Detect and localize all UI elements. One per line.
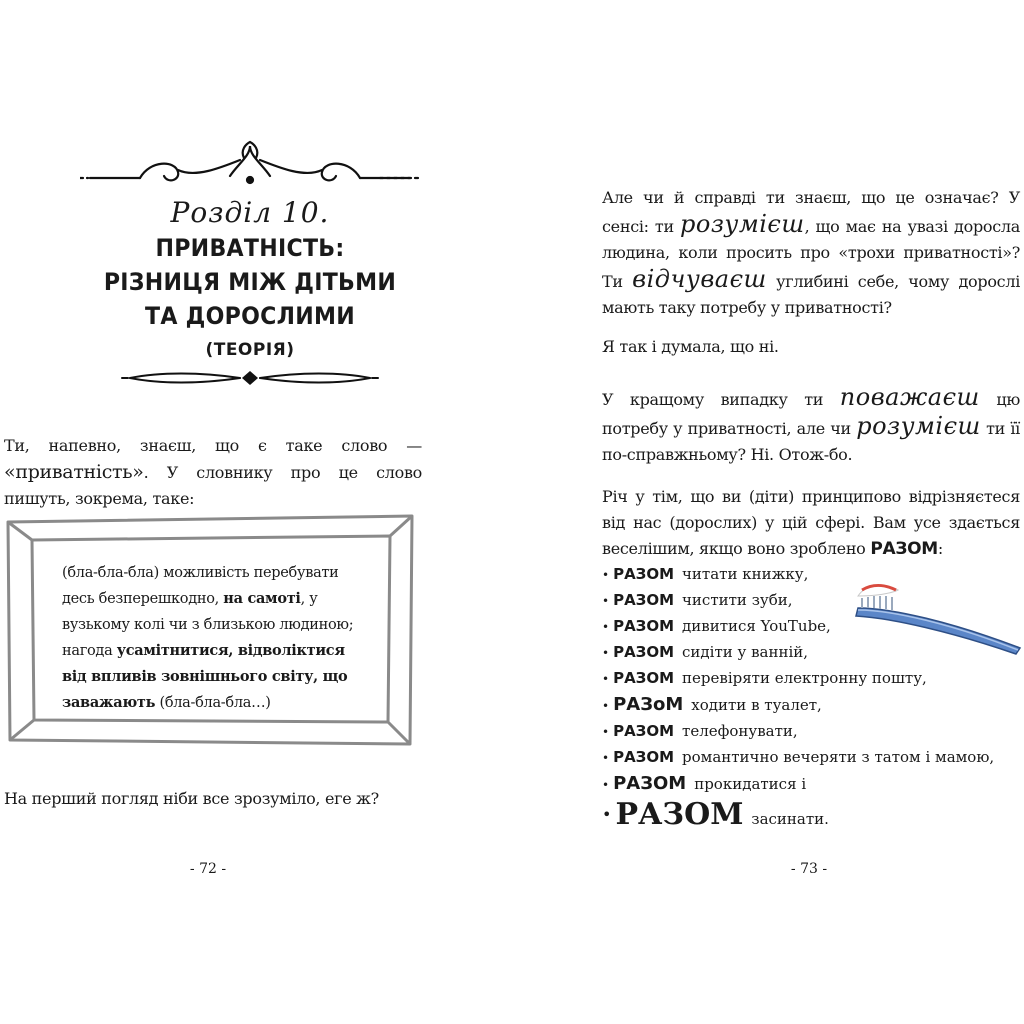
intro-text-2: . У словнику про це слово пишуть, зокрема, таке: bbox=[4, 463, 422, 508]
bullet-icon: • bbox=[602, 568, 610, 582]
p3-text-3: ти її по-справжньому? Ні. Отож-бо. bbox=[602, 419, 1021, 464]
list-item-keyword: РАЗОМ bbox=[613, 748, 675, 766]
paragraph-4 bbox=[602, 484, 1020, 562]
p3-emphasis-2: розумієш bbox=[856, 412, 981, 440]
list-item-text: чистити зуби, bbox=[682, 591, 793, 609]
chapter-title-line-1: ПРИВАТНІСТЬ: bbox=[155, 234, 345, 262]
bullet-icon: • bbox=[602, 672, 610, 686]
definition-text-2: , у вузькому колі чи з близькою людиною; нагода bbox=[62, 591, 354, 659]
page-number-right: - 73 - bbox=[790, 861, 828, 877]
list-item-text: засинати. bbox=[751, 810, 829, 828]
list-item-text: дивитися YouTube, bbox=[682, 617, 831, 635]
list-item-text: романтично вечеряти з татом і мамою, bbox=[682, 748, 995, 766]
list-item bbox=[602, 719, 1022, 745]
intro-text-1: Ти, напевно, знаєш, що є таке слово — bbox=[4, 436, 422, 455]
list-item bbox=[602, 692, 1022, 719]
p3-emphasis-1: поважаєш bbox=[839, 383, 980, 411]
p4-text-1: Річ у тім, що ви (діти) принципово відрізняєтеся від нас (дорослих) у цій сфері. Вам усе здається веселішим, якщо воно зроблено bbox=[602, 487, 1020, 558]
list-item bbox=[602, 666, 1022, 692]
p1-text-2: , що має на увазі доросла людина, коли просить про «трохи приватності»? Ти bbox=[602, 217, 1020, 291]
right-page bbox=[512, 0, 1024, 1024]
list-item bbox=[602, 771, 1022, 798]
list-item-text: прокидатися і bbox=[694, 775, 807, 793]
paragraph-2: Я так і думала, що ні. bbox=[602, 337, 779, 356]
list-item-keyword: РАЗОМ bbox=[613, 669, 675, 687]
chapter-subtitle: (ТЕОРІЯ) bbox=[205, 340, 295, 360]
bullet-icon: • bbox=[602, 805, 612, 824]
definition-bold-2: усамітнитися, відволіктися від впливів зовнішнього світу, що заважають bbox=[62, 642, 348, 711]
list-item-text: перевіряти електронну пошту, bbox=[682, 669, 927, 687]
bullet-icon: • bbox=[602, 646, 610, 660]
top-ornament-flourish bbox=[80, 140, 420, 190]
intro-paragraph bbox=[4, 433, 422, 512]
bottom-ornament-divider bbox=[120, 368, 380, 388]
list-item-keyword: РАЗоМ bbox=[613, 694, 684, 715]
definition-text-1: (бла-бла-бла) можливість перебувати десь безперешкодно, bbox=[62, 565, 339, 607]
bullet-icon: • bbox=[602, 778, 610, 792]
page-number-left: - 72 - bbox=[189, 861, 227, 877]
list-item-keyword: РАЗОМ bbox=[613, 565, 675, 583]
chapter-heading bbox=[60, 195, 440, 365]
bullet-icon: • bbox=[602, 620, 610, 634]
list-item-keyword: РАЗОМ bbox=[613, 722, 675, 740]
toothbrush-illustration bbox=[852, 578, 1024, 656]
p4-text-2: : bbox=[937, 539, 943, 558]
bullet-icon: • bbox=[602, 594, 610, 608]
closing-paragraph: На перший погляд ніби все зрозуміло, еге ж? bbox=[4, 789, 379, 808]
list-item-text: сидіти у ванній, bbox=[682, 643, 809, 661]
list-item-text: телефонувати, bbox=[682, 722, 798, 740]
bullet-icon: • bbox=[602, 751, 610, 765]
list-item-keyword: РАЗОМ bbox=[615, 797, 744, 832]
chapter-number: Розділ 10. bbox=[170, 196, 330, 229]
dictionary-definition bbox=[62, 560, 362, 716]
definition-bold-1: на самоті bbox=[223, 590, 301, 607]
list-item-keyword: РАЗОМ bbox=[613, 591, 675, 609]
bullet-icon: • bbox=[602, 725, 610, 739]
p1-emphasis-2: відчуваєш bbox=[632, 265, 767, 293]
list-item-keyword: РАЗОМ bbox=[613, 643, 675, 661]
p1-emphasis-1: розумієш bbox=[680, 210, 805, 238]
list-item-keyword: РАЗОМ bbox=[613, 773, 687, 794]
list-item-text: читати книжку, bbox=[682, 565, 809, 583]
chapter-title-line-3: ТА ДОРОСЛИМИ bbox=[144, 302, 356, 330]
list-item-keyword: РАЗОМ bbox=[613, 617, 675, 635]
list-item bbox=[602, 798, 1022, 836]
p1-text-3: углибині себе, чому дорослі мають таку потребу у приватності? bbox=[602, 272, 1021, 317]
p1-text-1: Але чи й справді ти знаєш, що це означає? У сенсі: ти bbox=[602, 188, 1020, 236]
chapter-title-line-2: РІЗНИЦЯ МІЖ ДІТЬМИ bbox=[103, 268, 397, 296]
bullet-icon: • bbox=[602, 699, 610, 713]
definition-text-3: (бла-бла-бла…) bbox=[155, 695, 271, 711]
paragraph-3 bbox=[602, 384, 1020, 468]
list-item-text: ходити в туалет, bbox=[691, 696, 822, 714]
p3-text-2: цю потребу у приватності, але чи bbox=[602, 390, 1020, 438]
p3-text-1: У кращому випадку ти bbox=[602, 390, 840, 409]
list-item bbox=[602, 745, 1022, 771]
p4-razom-word: РАЗОМ bbox=[870, 539, 938, 559]
paragraph-1 bbox=[602, 185, 1020, 321]
quoted-word-privacy: «приватність» bbox=[4, 461, 144, 483]
